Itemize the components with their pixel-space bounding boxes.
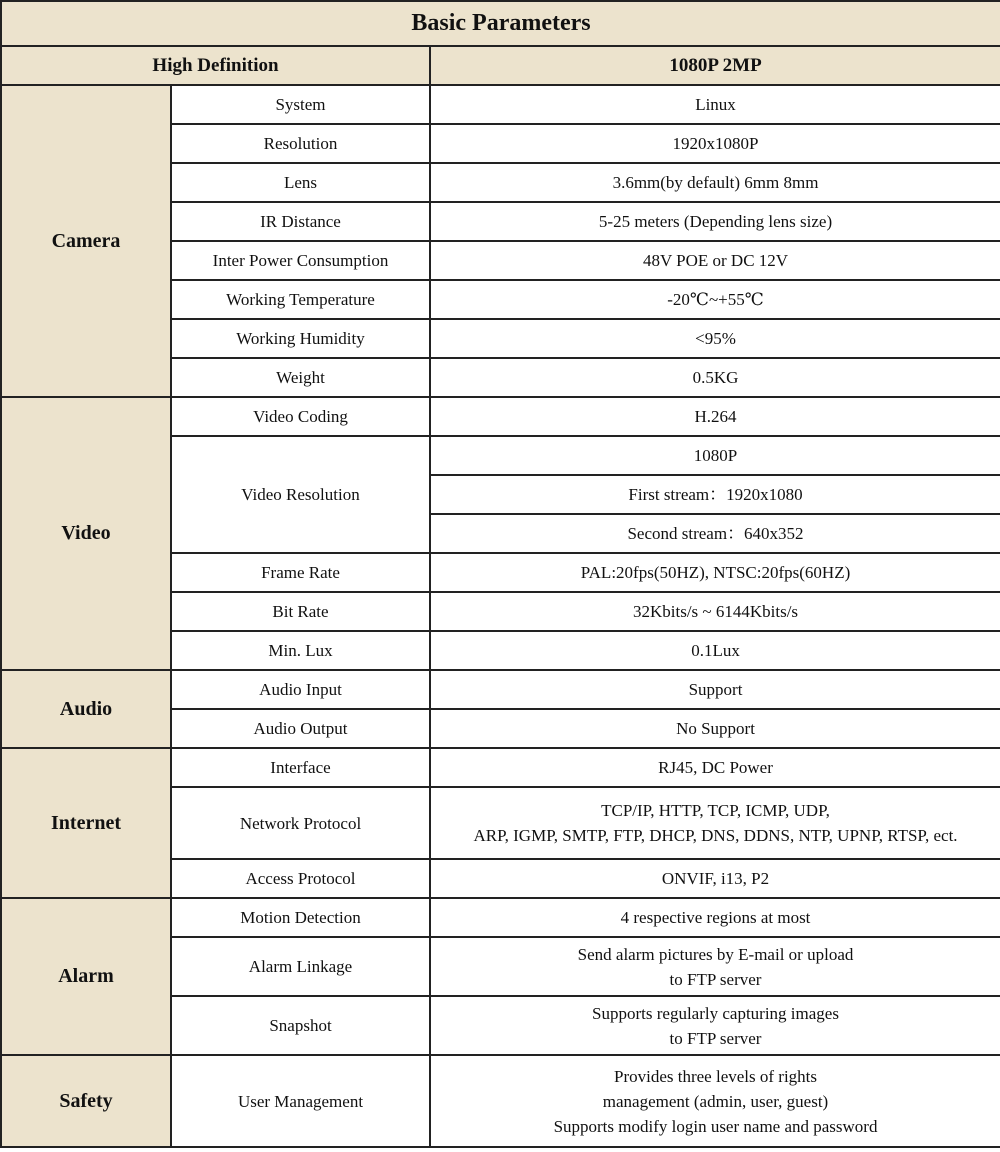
- param-value: 1080P: [430, 436, 1000, 475]
- param-value: Linux: [430, 85, 1000, 124]
- param-label: Working Humidity: [171, 319, 430, 358]
- param-label: Access Protocol: [171, 859, 430, 898]
- param-value-multiline: [430, 937, 1000, 996]
- param-label: Network Protocol: [171, 787, 430, 859]
- param-value: <95%: [430, 319, 1000, 358]
- param-label: System: [171, 85, 430, 124]
- param-value: 32Kbits/s ~ 6144Kbits/s: [430, 592, 1000, 631]
- header-row: [1, 46, 1000, 85]
- param-label: IR Distance: [171, 202, 430, 241]
- table-row: [1, 85, 1000, 124]
- param-label: User Management: [171, 1055, 430, 1147]
- param-value: Second stream：640x352: [430, 514, 1000, 553]
- value-line: ARP, IGMP, SMTP, FTP, DHCP, DNS, DDNS, NTP, UPNP, RTSP, ect.: [473, 826, 958, 845]
- param-value: RJ45, DC Power: [430, 748, 1000, 787]
- param-label: Weight: [171, 358, 430, 397]
- group-internet: Internet: [1, 748, 171, 898]
- param-value: 0.5KG: [430, 358, 1000, 397]
- param-value: 4 respective regions at most: [430, 898, 1000, 937]
- table-row: [1, 898, 1000, 937]
- param-value-multiline: [430, 1055, 1000, 1147]
- param-value: No Support: [430, 709, 1000, 748]
- param-value: 5-25 meters (Depending lens size): [430, 202, 1000, 241]
- param-value: First stream：1920x1080: [430, 475, 1000, 514]
- param-value: 48V POE or DC 12V: [430, 241, 1000, 280]
- param-value: Support: [430, 670, 1000, 709]
- param-label: Frame Rate: [171, 553, 430, 592]
- param-label: Inter Power Consumption: [171, 241, 430, 280]
- param-value: ONVIF, i13, P2: [430, 859, 1000, 898]
- group-audio: Audio: [1, 670, 171, 748]
- table-row: [1, 397, 1000, 436]
- value-line: to FTP server: [669, 969, 762, 989]
- value-line: Send alarm pictures by E-mail or upload: [577, 944, 854, 964]
- param-value: 1920x1080P: [430, 124, 1000, 163]
- param-label: Alarm Linkage: [171, 937, 430, 996]
- param-label: Video Coding: [171, 397, 430, 436]
- group-camera: Camera: [1, 85, 171, 397]
- param-label: Lens: [171, 163, 430, 202]
- table-title: Basic Parameters: [1, 1, 1000, 46]
- table-row: [1, 670, 1000, 709]
- param-label: Motion Detection: [171, 898, 430, 937]
- param-label: Min. Lux: [171, 631, 430, 670]
- value-line: Provides three levels of rights: [614, 1066, 818, 1086]
- header-high-definition: High Definition: [1, 46, 430, 85]
- param-value-multiline: [430, 787, 1000, 859]
- header-model: 1080P 2MP: [430, 46, 1000, 85]
- table-row: [1, 1055, 1000, 1147]
- value-line: management (admin, user, guest): [602, 1091, 829, 1111]
- title-row: [1, 1, 1000, 46]
- param-label: Working Temperature: [171, 280, 430, 319]
- value-line: TCP/IP, HTTP, TCP, ICMP, UDP,: [601, 801, 830, 820]
- param-value-multiline: [430, 996, 1000, 1055]
- param-label: Audio Output: [171, 709, 430, 748]
- param-label: Audio Input: [171, 670, 430, 709]
- value-line: Supports modify login user name and password: [553, 1116, 878, 1136]
- param-label: Interface: [171, 748, 430, 787]
- param-label: Snapshot: [171, 996, 430, 1055]
- group-video: Video: [1, 397, 171, 670]
- value-line: to FTP server: [669, 1028, 762, 1048]
- param-value: PAL:20fps(50HZ), NTSC:20fps(60HZ): [430, 553, 1000, 592]
- param-value: -20℃~+55℃: [430, 280, 1000, 319]
- param-label: Video Resolution: [171, 436, 430, 553]
- table-row: [1, 748, 1000, 787]
- param-label: Bit Rate: [171, 592, 430, 631]
- param-value: 3.6mm(by default) 6mm 8mm: [430, 163, 1000, 202]
- param-value: 0.1Lux: [430, 631, 1000, 670]
- group-alarm: Alarm: [1, 898, 171, 1055]
- value-line: Supports regularly capturing images: [592, 1003, 839, 1023]
- group-safety: Safety: [1, 1055, 171, 1147]
- param-label: Resolution: [171, 124, 430, 163]
- param-value: H.264: [430, 397, 1000, 436]
